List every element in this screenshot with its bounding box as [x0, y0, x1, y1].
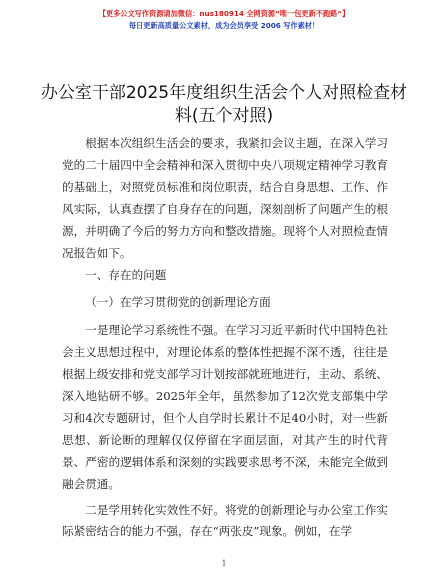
promo-banner-line-2: 每日更新高质量公文素材，成为会员享受 2006 写作素材！ [128, 21, 320, 30]
subsection-heading: （一）在学习贯彻党的创新理论方面 [85, 295, 271, 310]
body-paragraph-1: 一是理论学习系统性不强。在学习习近平新时代中国特色社会主义思想过程中，对理论体系的整体性把握不深不透，往往是根据上级安排和党支部学习计划按部就班地进行，主动、系统、深入地钻研不够。2025年全年，虽然参加了12次党支部集中学习和4次专题研讨，但个人自学时长累计不足40小时，对一些新思想、新论断的理解仅仅停留在字面层面，对其产生的时代背景、严密的逻辑体系和深刻的实践要求思考不深，未能完全做到融会贯通。 [62, 323, 388, 491]
body-paragraph-2: 二是学用转化实效性不好。将党的创新理论与办公室工作实际紧密结合的能力不强，存在“两张皮”现象。例如，在学 [62, 502, 388, 539]
promo-banner [0, 8, 448, 32]
intro-paragraph: 根据本次组织生活会的要求，我紧扣会议主题，在深入学习党的二十届四中全会精神和深入贯彻中央八项规定精神学习教育的基础上，对照党员标准和岗位职责，结合自身思想、工作、作风实际，认真查摆了自身存在的问题，深刻剖析了问题产生的根源，并明确了今后的努力方向和整改措施。现将个人对照检查情况报告如下。 [62, 136, 388, 260]
document-title: 办公室干部2025年度组织生活会个人对照检查材料(五个对照) [40, 83, 408, 126]
page-number: 1 [221, 559, 227, 568]
section-heading: 一、存在的问题 [85, 268, 167, 283]
promo-banner-line-1: 【更多公文写作资源请加微信：nus180914 全网资源“唯一包更新不跑路”】 [98, 9, 350, 18]
document-body [62, 133, 388, 543]
